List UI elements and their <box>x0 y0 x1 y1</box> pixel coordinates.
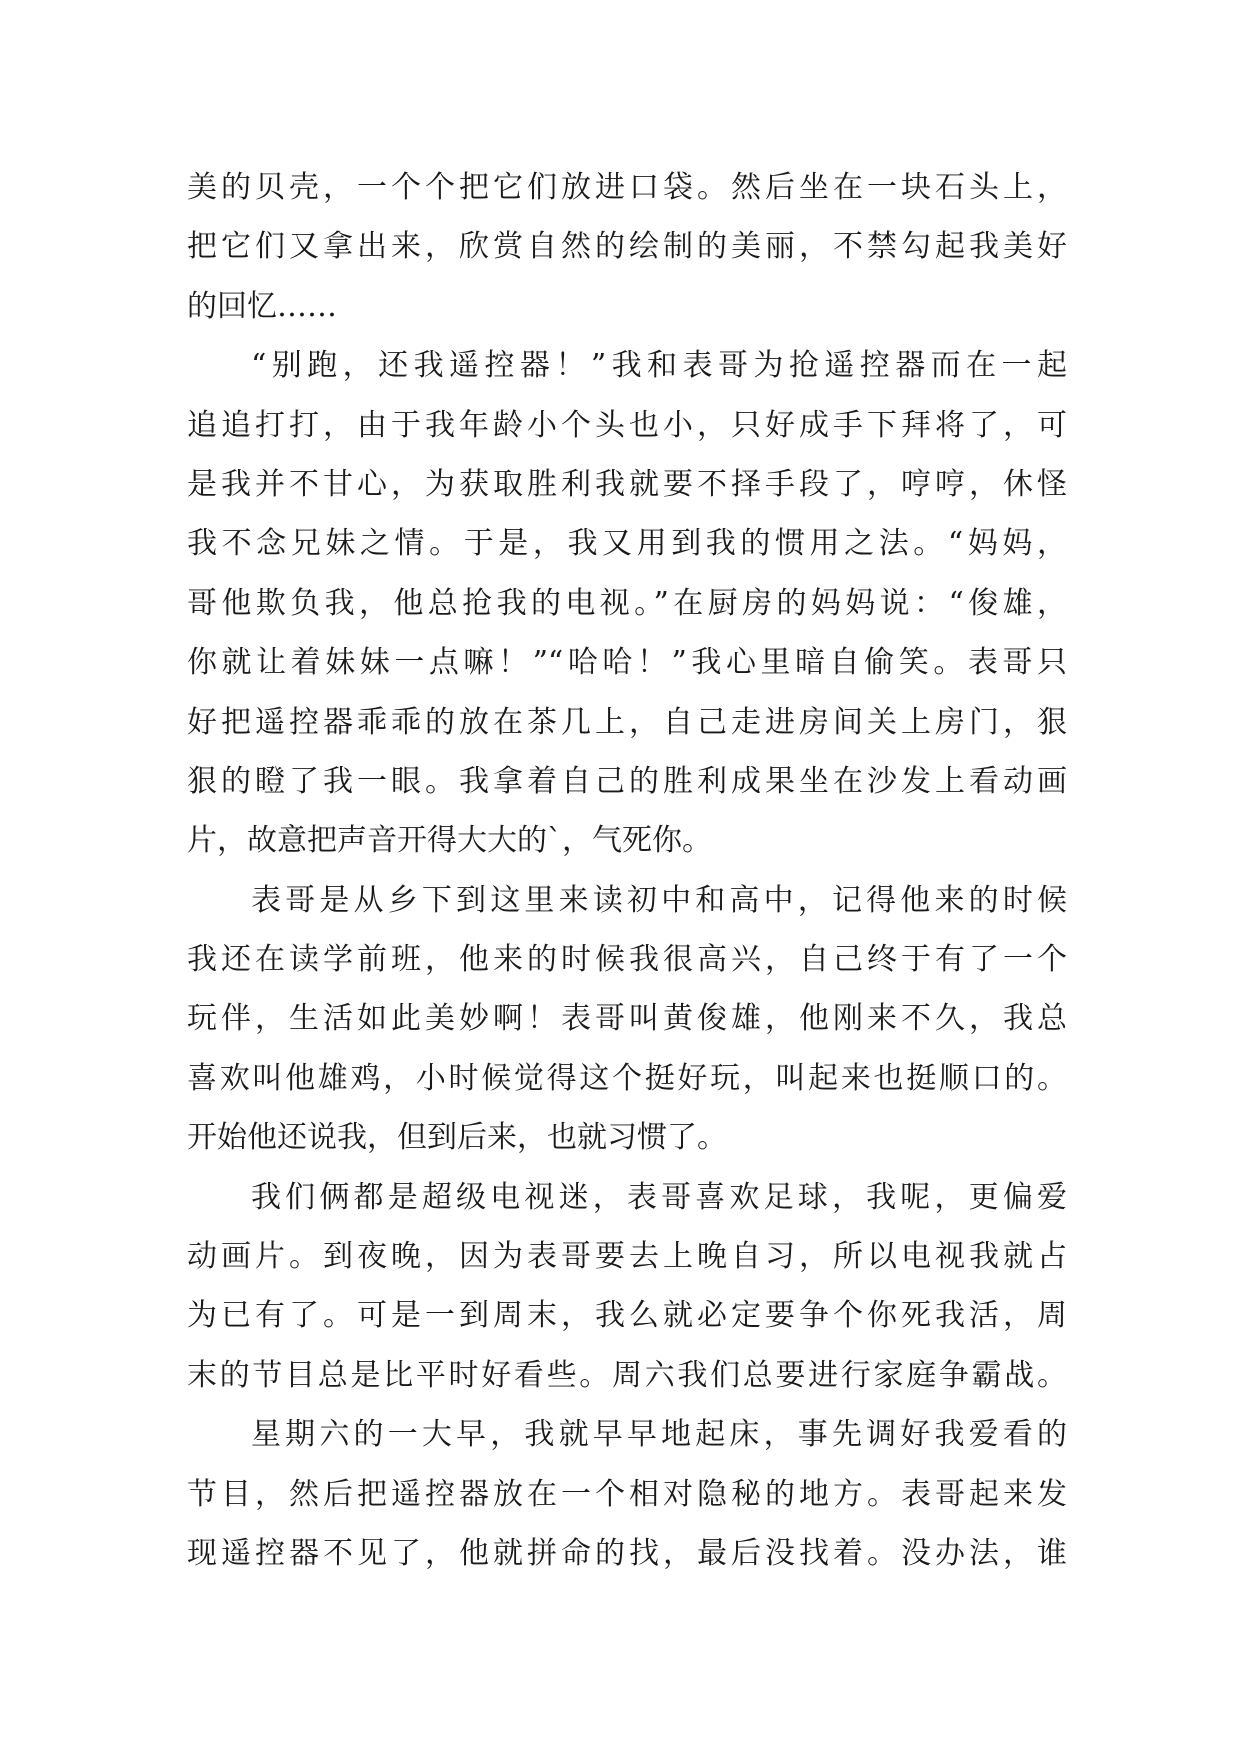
text-line: 片，故意把声音开得大大的`，气死你。 <box>187 823 712 859</box>
text-line: 是我并不甘心，为获取胜利我就要不择手段了，哼哼，休怪 <box>187 466 1067 502</box>
text-line: 玩伴，生活如此美妙啊！表哥叫黄俊雄，他刚来不久，我总 <box>187 1001 1067 1037</box>
text-line: 表哥是从乡下到这里来读初中和高中，记得他来的时候 <box>251 882 1067 918</box>
text-line: 哥他欺负我，他总抢我的电视。”在厨房的妈妈说：“俊雄， <box>187 585 1067 621</box>
text-line: 开始他还说我，但到后来，也就习惯了。 <box>187 1120 727 1156</box>
text-line: 狠的瞪了我一眼。我拿着自己的胜利成果坐在沙发上看动画 <box>187 763 1067 799</box>
text-line: 我不念兄妹之情。于是，我又用到我的惯用之法。“妈妈， <box>187 526 1067 562</box>
text-line: 你就让着妹妹一点嘛！”“哈哈！”我心里暗自偷笑。表哥只 <box>187 645 1067 681</box>
text-line: 星期六的一大早，我就早早地起床，事先调好我爱看的 <box>251 1417 1067 1453</box>
text-line: “别跑，还我遥控器！”我和表哥为抢遥控器而在一起 <box>251 348 1067 384</box>
text-line: 节目，然后把遥控器放在一个相对隐秘的地方。表哥起来发 <box>187 1476 1067 1512</box>
text-line: 美的贝壳，一个个把它们放进口袋。然后坐在一块石头上， <box>187 170 1067 205</box>
text-line: 动画片。到夜晚，因为表哥要去上晚自习，所以电视我就占 <box>187 1239 1067 1275</box>
text-line: 我们俩都是超级电视迷，表哥喜欢足球，我呢，更偏爱 <box>251 1179 1067 1215</box>
text-line: 我还在读学前班，他来的时候我很高兴，自己终于有了一个 <box>187 942 1067 978</box>
text-line: 现遥控器不见了，他就拼命的找，最后没找着。没办法，谁 <box>187 1535 1067 1571</box>
text-line: 末的节目总是比平时好看些。周六我们总要进行家庭争霸战。 <box>187 1357 1067 1393</box>
document-body <box>187 158 1067 1583</box>
text-line: 的回忆…… <box>187 288 337 324</box>
text-line: 好把遥控器乖乖的放在茶几上，自己走进房间关上房门，狠 <box>187 704 1067 740</box>
text-line: 把它们又拿出来，欣赏自然的绘制的美丽，不禁勾起我美好 <box>187 229 1067 265</box>
text-line: 为已有了。可是一到周末，我么就必定要争个你死我活，周 <box>187 1298 1067 1334</box>
text-line: 喜欢叫他雄鸡，小时候觉得这个挺好玩，叫起来也挺顺口的。 <box>187 1060 1067 1096</box>
text-line: 追追打打，由于我年龄小个头也小，只好成手下拜将了，可 <box>187 407 1067 443</box>
